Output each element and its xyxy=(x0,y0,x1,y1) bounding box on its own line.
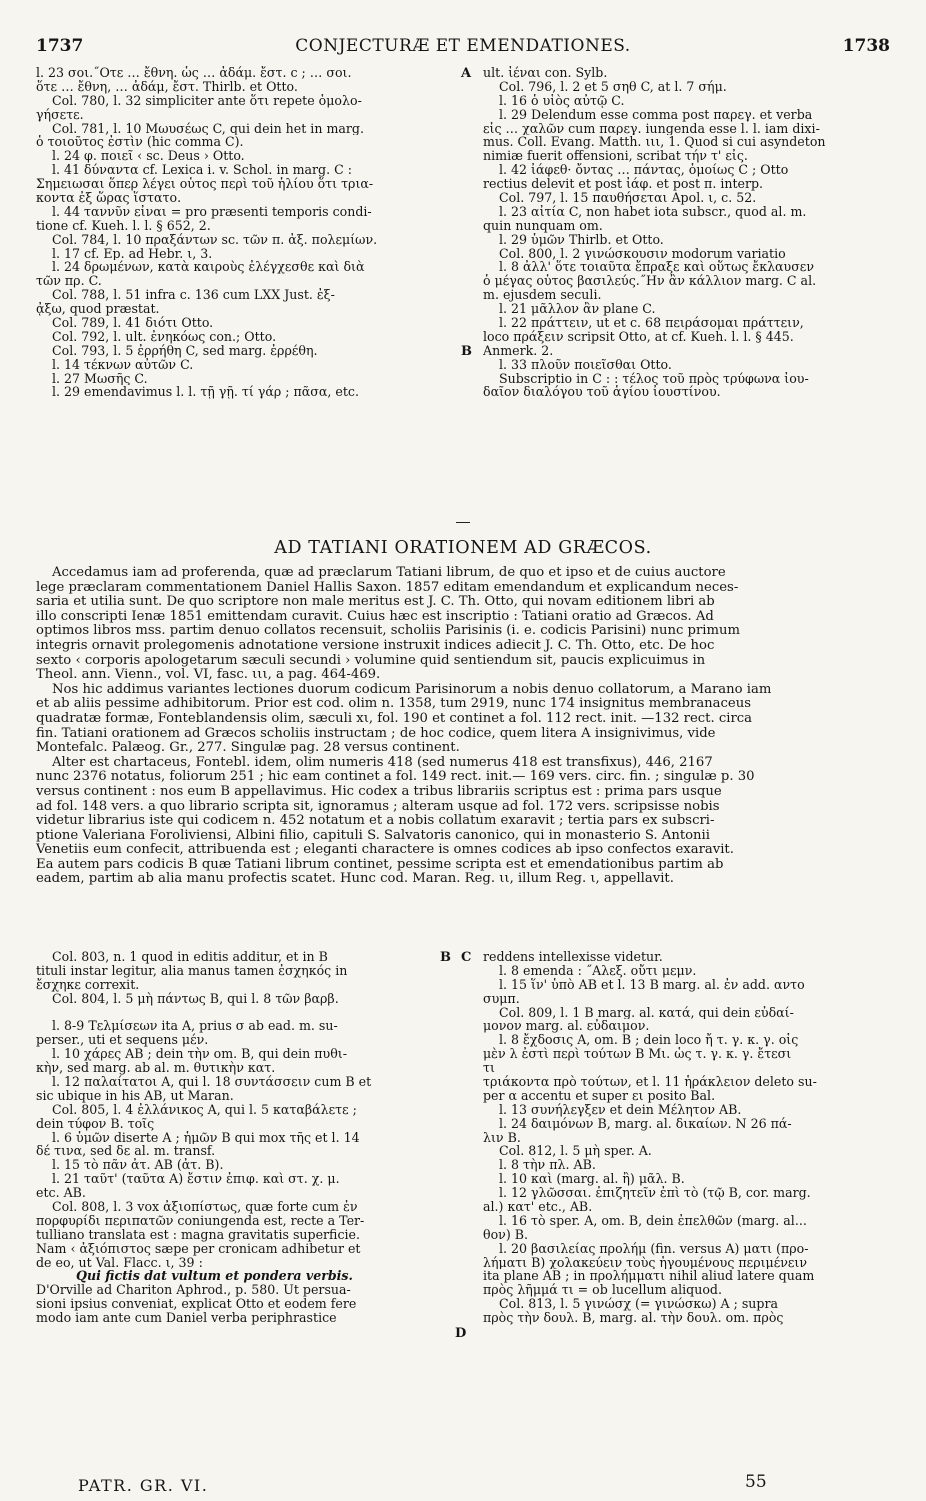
text-line: ult. ἰέναι con. Sylb. xyxy=(483,66,608,80)
text-line: ad fol. 148 vers. a quo librario scripta sit, ignoramus ; alteram usque ad fol. 172 vers. scripsisse nobis xyxy=(36,799,720,814)
text-line: Col. 805, l. 4 ἐλλάνικος A, qui l. 5 καταβάλετε ; xyxy=(52,1102,357,1117)
text-line: Ea autem pars codicis B quæ Tatiani librum continet, pessime scripta est et emendationibus partim ab xyxy=(36,857,724,872)
text-line: ἔσχηκε correxit. xyxy=(36,977,140,992)
text-line: ὅτε … ἔθνη, … ἀδάμ, ἔστ. Thirlb. et Otto. xyxy=(36,79,298,94)
text-line: l. 24 δρωμένων, κατὰ καιροὺς ἐλέγχεσθε καὶ διὰ xyxy=(52,260,365,275)
text-line: Col. 784, l. 10 πραξάντων sc. τῶν π. ἀξ. πολεμίων. xyxy=(52,232,378,247)
text-line: l. 29 ὑμῶν Thirlb. et Otto. xyxy=(499,232,664,247)
text-line: optimos libros mss. partim denuo collatos recensuit, scholiis Parisinis (i. e. codicis Parisini) nunc primum xyxy=(36,624,740,639)
text-line: etc. AB. xyxy=(36,1186,86,1201)
text-line: quadratæ formæ, Fonteblandensis olim, sæculi xι, fol. 190 et continet a fol. 112 rect. init. —132 rect. circa xyxy=(36,711,753,726)
text-line: l. 12 παλαίτατοι A, qui l. 18 συντάσσειν cum B et xyxy=(52,1075,372,1089)
text-line: l. 23 σοι.˝Οτε … ἔθνη. ὡς … ἀδάμ. ἔστ. c ; … σοι. xyxy=(36,66,352,80)
running-head: CONJECTURÆ ET EMENDATIONES. xyxy=(295,36,631,56)
text-line: δέ τινα, sed δε al. m. transf. xyxy=(36,1144,216,1159)
text-line: sic ubique in his AB, ut Maran. xyxy=(36,1088,234,1103)
text-line: Col. 804, l. 5 μὴ πάντως B, qui l. 8 τῶν βαρβ. xyxy=(52,991,339,1006)
text-line: μὲν λ ἐστὶ περὶ τούτων B Mι. ὡς τ. γ. κ. γ. ἔτεσι xyxy=(483,1047,792,1062)
text-line: Col. 808, l. 3 vox ἀξιοπίστως, quæ forte cum ἐν xyxy=(52,1200,358,1214)
text-line: Col. 792, l. ult. ἐνηκόως con.; Otto. xyxy=(52,329,277,344)
text-line: loco πράξειν scripsit Otto, at cf. Kueh. l. l. § 445. xyxy=(483,329,794,344)
text-line: l. 21 ταῦτ' (ταῦτα A) ἔστιν ἐπιφ. καὶ στ. χ. μ. xyxy=(52,1172,340,1187)
text-line: Col. 788, l. 51 infra c. 136 cum LXX Just. ἐξ- xyxy=(52,288,335,303)
text-line: δαῖον διαλόγου τοῦ ἁγίου ἰουστίνου. xyxy=(483,385,721,400)
text-line: l. 12 γλῶσσαι. ἐπιζητεῖν ἐπὶ τὸ (τῷ B, cor. marg. xyxy=(499,1186,811,1201)
text-line: Σημειωσαι ὅπερ λέγει οὗτος περὶ τοῦ ἡλίου ὅτι τρια- xyxy=(36,177,374,192)
page-number-left: 1737 xyxy=(36,36,84,56)
text-line: Col. 789, l. 41 διότι Otto. xyxy=(52,316,214,330)
text-line: sioni ipsius conveniat, explicat Otto et eodem fere xyxy=(36,1297,357,1312)
margin-marker-a: A xyxy=(461,66,472,81)
text-line: l. 33 πλοῦν ποιεῖσθαι Otto. xyxy=(499,357,672,372)
text-line: nimiæ fuerit offensioni, scribat τήν τ' εἰς. xyxy=(483,149,748,164)
text-line: l. 15 ἵν' ὑπὸ AB et l. 13 B marg. al. ἐν add. αντο xyxy=(499,977,805,992)
text-line: l. 16 τὸ sper. A, om. B, dein ἐπελθῶν (marg. al... xyxy=(499,1213,807,1228)
bottom-left-column xyxy=(36,950,456,1325)
text-line: l. 13 συνήλεγξεν et dein Μέλητον AB. xyxy=(499,1102,742,1117)
text-line: dein τύφον B. τοῖς xyxy=(36,1116,155,1131)
text-line: l. 42 ἰάφεθ· ὄντας … πάντας, ὁμοίως C ; Otto xyxy=(499,163,789,178)
text-line: l. 8 τὴν πλ. AB. xyxy=(499,1158,596,1173)
text-line: l. 24 φ. ποιεῖ ‹ sc. Deus › Otto. xyxy=(52,149,245,164)
text-line: D'Orville ad Chariton Aphrod., p. 580. Ut persua- xyxy=(36,1283,351,1298)
text-line: l. 44 ταννῦν εἶναι = pro præsenti temporis condi- xyxy=(52,204,372,219)
text-line: Venetiis eum confecit, attribuenda est ; eleganti charactere is omnes codices ab ipso confectos exaravit. xyxy=(36,843,734,858)
text-line: ita plane AB ; in προλήμματι nihil aliud latere quam xyxy=(483,1269,815,1284)
text-line: Col. 809, l. 1 B marg. al. κατά, qui dein εὐδαί- xyxy=(499,1005,794,1020)
text-line: Col. 797, l. 15 παυθήσεται Apol. ι, c. 52. xyxy=(499,191,757,205)
margin-marker-b: B xyxy=(461,344,472,359)
text-line: illo conscripti Ienæ 1851 emittendam curavit. Cuius hæc est inscriptio : Tatiani oratio ad Græcos. Ad xyxy=(36,609,714,624)
text-line: l. 6 ὑμῶν diserte A ; ἡμῶν B qui mox τῆς et l. 14 xyxy=(52,1130,360,1145)
text-line: Anmerk. 2. xyxy=(483,343,554,358)
text-line: Col. 796, l. 2 et 5 σηθ C, at l. 7 σήμ. xyxy=(499,79,727,94)
text-line: Nam ‹ ἀξιόπιστος sæpe per cronicam adhibetur et xyxy=(36,1241,361,1256)
text-line: l. 24 δαιμόνων B, marg. al. δικαίων. N 26 πά- xyxy=(499,1116,792,1131)
margin-marker-c: C xyxy=(461,950,472,965)
text-line: λιν B. xyxy=(483,1130,521,1145)
text-line: l. 29 Delendum esse comma post παρεγ. et verba xyxy=(499,107,813,122)
footer-signature: PATR. GR. VI. xyxy=(78,1476,209,1495)
text-line: l. 41 δύναντα cf. Lexica i. v. Schol. in marg. C : xyxy=(52,163,353,178)
text-line: θον) B. xyxy=(483,1227,528,1242)
text-line: κὴν, sed marg. ab al. m. θυτικὴν κατ. xyxy=(36,1061,276,1076)
text-line: πρὸς λῆμμά τι = ob lucellum aliquod. xyxy=(483,1283,722,1298)
text-line: πορφυρίδι περιπατῶν coniungenda est, recte a Ter- xyxy=(36,1213,365,1228)
text-line: πρὸς τὴν δουλ. B, marg. al. τὴν δουλ. om. πρὸς xyxy=(483,1311,784,1326)
text-line: Col. 813, l. 5 γινώσχ (= γινώσκω) A ; supra xyxy=(499,1297,778,1312)
text-line: τριάκοντα πρὸ τούτων, et l. 11 ἡράκλειον deleto su- xyxy=(483,1075,817,1089)
text-line: tituli instar legitur, alia manus tamen ἐσχηκός in xyxy=(36,963,348,978)
text-line: al.) κατ' etc., AB. xyxy=(483,1200,593,1214)
text-line: mus. Coll. Evang. Matth. ιιι, 1. Quod si cui asyndeton xyxy=(483,135,826,150)
footer-sheet-number: 55 xyxy=(745,1472,767,1492)
text-line: integris ornavit prolegomenis adnotatione versione instruxit indices adiecit J. C. Th. Otto, etc. De hoc xyxy=(36,638,715,653)
text-line: Qui fictis dat vultum et pondera verbis. xyxy=(76,1269,353,1284)
text-line: videtur librarius iste qui codicem n. 452 notatum et a nobis collatum exaravit ; tertia pars ex subscri- xyxy=(36,814,715,829)
text-line: Col. 812, l. 5 μὴ sper. A. xyxy=(499,1144,652,1159)
page-number-right: 1738 xyxy=(842,36,890,56)
text-line: ptione Valeriana Foroliviensi, Albini filio, capituli S. Salvatoris canonico, qui in monasterio S. Antonii xyxy=(36,828,710,843)
text-line: γήσετε. xyxy=(36,107,84,122)
intro-body xyxy=(36,566,890,887)
text-line: Col. 793, l. 5 ἐρρήθη C, sed marg. ἐρρέθη. xyxy=(52,343,318,358)
text-line: κοντα ἐξ ὥρας ἵστατο. xyxy=(36,191,182,205)
margin-marker-b: B xyxy=(440,950,451,965)
text-line: Theol. ann. Vienn., vol. VI, fasc. ιιι, a pag. 464-469. xyxy=(36,668,381,683)
text-line: l. 15 τὸ πᾶν ἀτ. AB (ἀτ. B). xyxy=(52,1158,224,1173)
text-line: Nos hic addimus variantes lectiones duorum codicum Parisinorum a nobis denuo collatorum, a Marano iam xyxy=(52,682,772,697)
text-line: l. 16 ὁ υἱὸς αὐτῷ C. xyxy=(499,93,625,108)
text-line: Alter est chartaceus, Fontebl. idem, olim numeris 418 (sed numerus 418 est transfixus), 446, 2167 xyxy=(52,755,713,770)
text-line: per α accentu et super ει posito Bal. xyxy=(483,1088,716,1103)
text-line: Col. 780, l. 32 simpliciter ante ὅτι repete ὁμολο- xyxy=(52,93,362,108)
text-line: tulliano translata est : magna gravitatis superficie. xyxy=(36,1227,360,1242)
text-line: rectius delevit et post ἰάφ. et post π. interp. xyxy=(483,177,764,192)
text-line: l. 20 βασιλείας προλήμ (fin. versus A) ματι (προ- xyxy=(499,1241,809,1256)
page-header xyxy=(36,36,890,58)
text-line: ὁ μέγας οὗτος βασιλεύς.˝Ην ἂν κάλλιον marg. C al. xyxy=(483,274,817,289)
text-line: l. 8 ἔχδοσις A, om. B ; dein loco ἤ τ. γ. κ. γ. οἷς xyxy=(499,1033,799,1048)
section-divider xyxy=(456,522,470,523)
text-line: τῶν πρ. C. xyxy=(36,274,102,289)
text-line: l. 8 ἀλλ' ὅτε τοιαῦτα ἔπραξε καὶ οὕτως ἔκλαυσεν xyxy=(499,260,814,275)
bottom-right-column xyxy=(483,950,893,1325)
text-line: sexto ‹ corporis apologetarum sæculi secundi › volumine quid sentiendum sit, paucis explicuimus in xyxy=(36,653,706,668)
top-left-column xyxy=(36,66,456,399)
text-line: quin nunquam om. xyxy=(483,218,603,233)
text-line: l. 10 καὶ (marg. al. ἢ) μᾶλ. B. xyxy=(499,1172,685,1187)
text-line: l. 21 μᾶλλον ἂν plane C. xyxy=(499,302,656,317)
text-line: l. 17 cf. Ep. ad Hebr. ι, 3. xyxy=(52,246,213,261)
text-line: συμπ. xyxy=(483,991,520,1006)
text-line: l. 27 Μωσῆς C. xyxy=(52,371,148,386)
text-line: ὁ τοιοῦτος ἐστὶν (hic comma C). xyxy=(36,135,244,150)
text-line: ᾆξω, quod præstat. xyxy=(36,302,160,317)
text-line: Montefalc. Palæog. Gr., 277. Singulæ pag. 28 versus continent. xyxy=(36,741,460,756)
text-line: de eo, ut Val. Flacc. ι, 39 : xyxy=(36,1255,203,1270)
text-line: modo iam ante cum Daniel verba periphrastice xyxy=(36,1311,337,1326)
text-line: l. 23 αἰτία C, non habet iota subscr., quod al. m. xyxy=(499,204,807,219)
text-line: τι xyxy=(483,1061,495,1076)
text-line: μονον marg. al. εὐδαιμον. xyxy=(483,1019,650,1034)
text-line: Col. 800, l. 2 γινώσκουσιν modorum variatio xyxy=(499,246,786,261)
text-line: saria et utilia sunt. De quo scriptore non male meritus est J. C. Th. Otto, qui novam editionem libri ab xyxy=(36,595,715,610)
text-line: l. 29 emendavimus l. l. τῇ γῇ. τί γάρ ; πᾶσα, etc. xyxy=(52,385,359,400)
text-line: Col. 781, l. 10 Μωυσέως C, qui dein het in marg. xyxy=(52,121,364,136)
text-line: tione cf. Kueh. l. l. § 652, 2. xyxy=(36,218,211,233)
text-line: perser., uti et sequens μέν. xyxy=(36,1033,209,1048)
text-line: eadem, partim ab alia manu profectis scatet. Hunc cod. Maran. Reg. ιι, illum Reg. ι, appellavit. xyxy=(36,872,674,887)
text-line: l. 8-9 Τελμίσεων ita A, prius σ ab ead. m. su- xyxy=(52,1019,338,1034)
text-line: l. 14 τέκνων αὐτῶν C. xyxy=(52,357,194,372)
text-line: fin. Tatiani orationem ad Græcos scholiis instructam ; de hoc codice, quem litera A insignivimus, vide xyxy=(36,726,716,741)
text-line: Accedamus iam ad proferenda, quæ ad præclarum Tatiani librum, de quo et ipso et de cuius auctore xyxy=(52,566,726,580)
text-line: l. 22 πράττειν, ut et c. 68 πειράσομαι πράττειν, xyxy=(499,316,804,330)
text-line: l. 8 emenda : ˝Αλεξ. οὔτι μεμν. xyxy=(499,963,697,978)
text-line: et ab aliis pessime adhibitorum. Prior est cod. olim n. 1358, tum 2919, nunc 174 insignitus membranaceus xyxy=(36,697,751,712)
section-title: AD TATIANI ORATIONEM AD GRÆCOS. xyxy=(274,538,652,558)
text-line: Subscriptio in C : : τέλος τοῦ πρὸς τρύφωνα ἰου- xyxy=(499,371,809,386)
text-line: εἰς … χαλῶν cum παρεγ. iungenda esse l. l. iam dixi- xyxy=(483,121,820,136)
text-line: lege præclaram commentationem Daniel Hallis Saxon. 1857 editam emendandum et explicandum neces- xyxy=(36,580,739,595)
text-line: l. 10 χάρες AB ; dein τὴν om. B, qui dein πυθι- xyxy=(52,1047,347,1062)
text-line: versus continent : nos eum B appellavimus. Hic codex a tribus librariis scriptus est : prima pars usque xyxy=(36,784,722,799)
text-line xyxy=(36,1006,456,1020)
text-line: λήματι B) χολακεύειν τοὺς ἡγουμένους περιμένειν xyxy=(483,1255,808,1270)
top-right-column xyxy=(483,66,893,399)
margin-marker-d: D xyxy=(455,1326,467,1341)
text-line: m. ejusdem seculi. xyxy=(483,288,602,303)
text-line: reddens intellexisse videtur. xyxy=(483,950,663,964)
text-line: Col. 803, n. 1 quod in editis additur, et in B xyxy=(52,950,328,964)
text-line: nunc 2376 notatus, foliorum 251 ; hic eam continet a fol. 149 rect. init.— 169 vers. circ. fin. ; singulæ p. 30 xyxy=(36,770,755,785)
